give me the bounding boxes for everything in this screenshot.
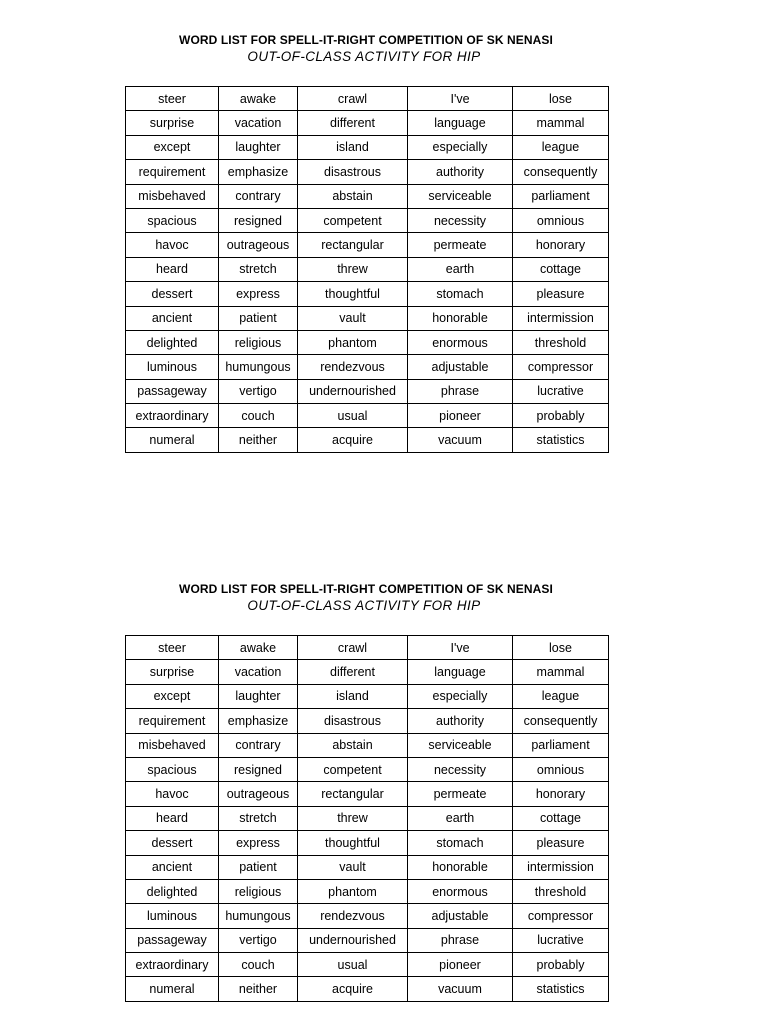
word-cell: different (298, 660, 408, 684)
word-cell: necessity (408, 208, 513, 232)
word-cell: serviceable (408, 733, 513, 757)
word-cell: honorable (408, 855, 513, 879)
word-cell: vacuum (408, 428, 513, 452)
word-cell: intermission (513, 855, 609, 879)
word-cell: thoughtful (298, 282, 408, 306)
word-cell: adjustable (408, 904, 513, 928)
word-cell: express (219, 831, 298, 855)
word-cell: rectangular (298, 782, 408, 806)
table-row (126, 184, 609, 208)
table-row (126, 782, 609, 806)
word-cell: emphasize (219, 709, 298, 733)
table-row (126, 928, 609, 952)
word-cell: probably (513, 404, 609, 428)
word-cell: crawl (298, 87, 408, 111)
table-row (126, 757, 609, 781)
word-cell: phantom (298, 879, 408, 903)
word-cell: requirement (126, 709, 219, 733)
table-row (126, 404, 609, 428)
word-cell: numeral (126, 977, 219, 1001)
word-cell: numeral (126, 428, 219, 452)
word-cell: disastrous (298, 160, 408, 184)
word-cell: enormous (408, 330, 513, 354)
word-cell: stomach (408, 831, 513, 855)
word-cell: threw (298, 257, 408, 281)
word-cell: honorable (408, 306, 513, 330)
word-cell: undernourished (298, 928, 408, 952)
word-cell: threshold (513, 330, 609, 354)
word-cell: omnious (513, 208, 609, 232)
table-row (126, 636, 609, 660)
word-cell: except (126, 684, 219, 708)
word-cell: rectangular (298, 233, 408, 257)
word-cell: outrageous (219, 782, 298, 806)
table-row (126, 257, 609, 281)
word-cell: misbehaved (126, 733, 219, 757)
word-cell: outrageous (219, 233, 298, 257)
word-cell: awake (219, 636, 298, 660)
word-cell: authority (408, 709, 513, 733)
word-cell: ancient (126, 855, 219, 879)
word-cell: contrary (219, 184, 298, 208)
word-cell: abstain (298, 733, 408, 757)
word-cell: competent (298, 208, 408, 232)
word-cell: spacious (126, 757, 219, 781)
word-cell: permeate (408, 233, 513, 257)
word-cell: extraordinary (126, 953, 219, 977)
word-cell: laughter (219, 684, 298, 708)
word-cell: except (126, 135, 219, 159)
sheet-subtitle: OUT-OF-CLASS ACTIVITY FOR HIP (247, 49, 481, 64)
word-cell: league (513, 684, 609, 708)
word-cell: omnious (513, 757, 609, 781)
word-cell: stretch (219, 806, 298, 830)
table-row (126, 977, 609, 1001)
word-cell: crawl (298, 636, 408, 660)
table-row (126, 806, 609, 830)
word-cell: honorary (513, 782, 609, 806)
word-cell: dessert (126, 831, 219, 855)
word-cell: statistics (513, 977, 609, 1001)
word-cell: humungous (219, 904, 298, 928)
sheet-title: WORD LIST FOR SPELL-IT-RIGHT COMPETITION OF SK NENASI (179, 582, 553, 596)
word-cell: I've (408, 636, 513, 660)
table-row (126, 160, 609, 184)
table-row (126, 660, 609, 684)
word-cell: lucrative (513, 928, 609, 952)
word-cell: I've (408, 87, 513, 111)
word-cell: cottage (513, 806, 609, 830)
word-cell: lose (513, 87, 609, 111)
word-cell: luminous (126, 355, 219, 379)
word-cell: thoughtful (298, 831, 408, 855)
table-row (126, 904, 609, 928)
word-cell: stomach (408, 282, 513, 306)
word-cell: surprise (126, 111, 219, 135)
table-row (126, 330, 609, 354)
word-cell: consequently (513, 709, 609, 733)
word-cell: pleasure (513, 831, 609, 855)
word-cell: intermission (513, 306, 609, 330)
word-cell: earth (408, 806, 513, 830)
word-cell: threshold (513, 879, 609, 903)
word-cell: language (408, 660, 513, 684)
table-row (126, 855, 609, 879)
word-list-sheet-2 (0, 581, 768, 997)
word-cell: competent (298, 757, 408, 781)
table-row (126, 709, 609, 733)
word-cell: usual (298, 404, 408, 428)
word-cell: parliament (513, 184, 609, 208)
word-cell: steer (126, 636, 219, 660)
table-row (126, 428, 609, 452)
table-row (126, 379, 609, 403)
word-cell: adjustable (408, 355, 513, 379)
word-cell: heard (126, 806, 219, 830)
word-cell: parliament (513, 733, 609, 757)
word-cell: especially (408, 135, 513, 159)
word-cell: vault (298, 306, 408, 330)
word-cell: dessert (126, 282, 219, 306)
word-cell: necessity (408, 757, 513, 781)
word-cell: earth (408, 257, 513, 281)
word-cell: different (298, 111, 408, 135)
word-cell: acquire (298, 428, 408, 452)
word-cell: requirement (126, 160, 219, 184)
word-cell: vacuum (408, 977, 513, 1001)
word-cell: couch (219, 404, 298, 428)
word-cell: statistics (513, 428, 609, 452)
word-cell: passageway (126, 928, 219, 952)
word-cell: authority (408, 160, 513, 184)
word-cell: express (219, 282, 298, 306)
word-cell: awake (219, 87, 298, 111)
table-row (126, 684, 609, 708)
word-cell: delighted (126, 330, 219, 354)
word-list-sheet-1 (0, 32, 768, 448)
word-cell: consequently (513, 160, 609, 184)
word-cell: laughter (219, 135, 298, 159)
word-cell: patient (219, 306, 298, 330)
word-cell: especially (408, 684, 513, 708)
word-table (125, 86, 609, 453)
word-cell: extraordinary (126, 404, 219, 428)
table-row (126, 953, 609, 977)
word-cell: league (513, 135, 609, 159)
word-cell: vacation (219, 660, 298, 684)
word-cell: humungous (219, 355, 298, 379)
word-cell: island (298, 684, 408, 708)
word-cell: havoc (126, 782, 219, 806)
table-row (126, 306, 609, 330)
word-cell: probably (513, 953, 609, 977)
word-cell: lose (513, 636, 609, 660)
word-cell: threw (298, 806, 408, 830)
table-row (126, 87, 609, 111)
table-row (126, 355, 609, 379)
word-cell: lucrative (513, 379, 609, 403)
word-cell: honorary (513, 233, 609, 257)
word-cell: enormous (408, 879, 513, 903)
word-cell: ancient (126, 306, 219, 330)
word-cell: contrary (219, 733, 298, 757)
word-cell: rendezvous (298, 904, 408, 928)
word-cell: pioneer (408, 404, 513, 428)
sheet-title: WORD LIST FOR SPELL-IT-RIGHT COMPETITION OF SK NENASI (179, 33, 553, 47)
table-row (126, 111, 609, 135)
word-cell: phrase (408, 928, 513, 952)
word-cell: phantom (298, 330, 408, 354)
word-cell: misbehaved (126, 184, 219, 208)
table-row (126, 733, 609, 757)
word-cell: spacious (126, 208, 219, 232)
word-cell: disastrous (298, 709, 408, 733)
word-cell: delighted (126, 879, 219, 903)
word-cell: havoc (126, 233, 219, 257)
word-cell: stretch (219, 257, 298, 281)
word-cell: religious (219, 330, 298, 354)
table-row (126, 233, 609, 257)
word-cell: vault (298, 855, 408, 879)
sheet-subtitle: OUT-OF-CLASS ACTIVITY FOR HIP (247, 598, 481, 613)
word-cell: emphasize (219, 160, 298, 184)
word-cell: serviceable (408, 184, 513, 208)
word-cell: neither (219, 428, 298, 452)
word-cell: heard (126, 257, 219, 281)
table-row (126, 879, 609, 903)
word-cell: resigned (219, 208, 298, 232)
word-cell: passageway (126, 379, 219, 403)
word-cell: abstain (298, 184, 408, 208)
word-table (125, 635, 609, 1002)
word-cell: neither (219, 977, 298, 1001)
word-cell: steer (126, 87, 219, 111)
word-cell: religious (219, 879, 298, 903)
word-cell: language (408, 111, 513, 135)
table-row (126, 831, 609, 855)
word-cell: acquire (298, 977, 408, 1001)
table-row (126, 282, 609, 306)
word-cell: usual (298, 953, 408, 977)
word-cell: vacation (219, 111, 298, 135)
word-cell: vertigo (219, 379, 298, 403)
word-cell: vertigo (219, 928, 298, 952)
word-cell: cottage (513, 257, 609, 281)
word-cell: phrase (408, 379, 513, 403)
word-cell: permeate (408, 782, 513, 806)
word-cell: pleasure (513, 282, 609, 306)
word-cell: patient (219, 855, 298, 879)
word-cell: mammal (513, 111, 609, 135)
word-cell: pioneer (408, 953, 513, 977)
word-cell: mammal (513, 660, 609, 684)
word-cell: compressor (513, 355, 609, 379)
word-cell: undernourished (298, 379, 408, 403)
word-cell: rendezvous (298, 355, 408, 379)
word-cell: surprise (126, 660, 219, 684)
table-row (126, 208, 609, 232)
word-cell: resigned (219, 757, 298, 781)
word-cell: couch (219, 953, 298, 977)
word-cell: compressor (513, 904, 609, 928)
word-cell: island (298, 135, 408, 159)
word-cell: luminous (126, 904, 219, 928)
table-row (126, 135, 609, 159)
